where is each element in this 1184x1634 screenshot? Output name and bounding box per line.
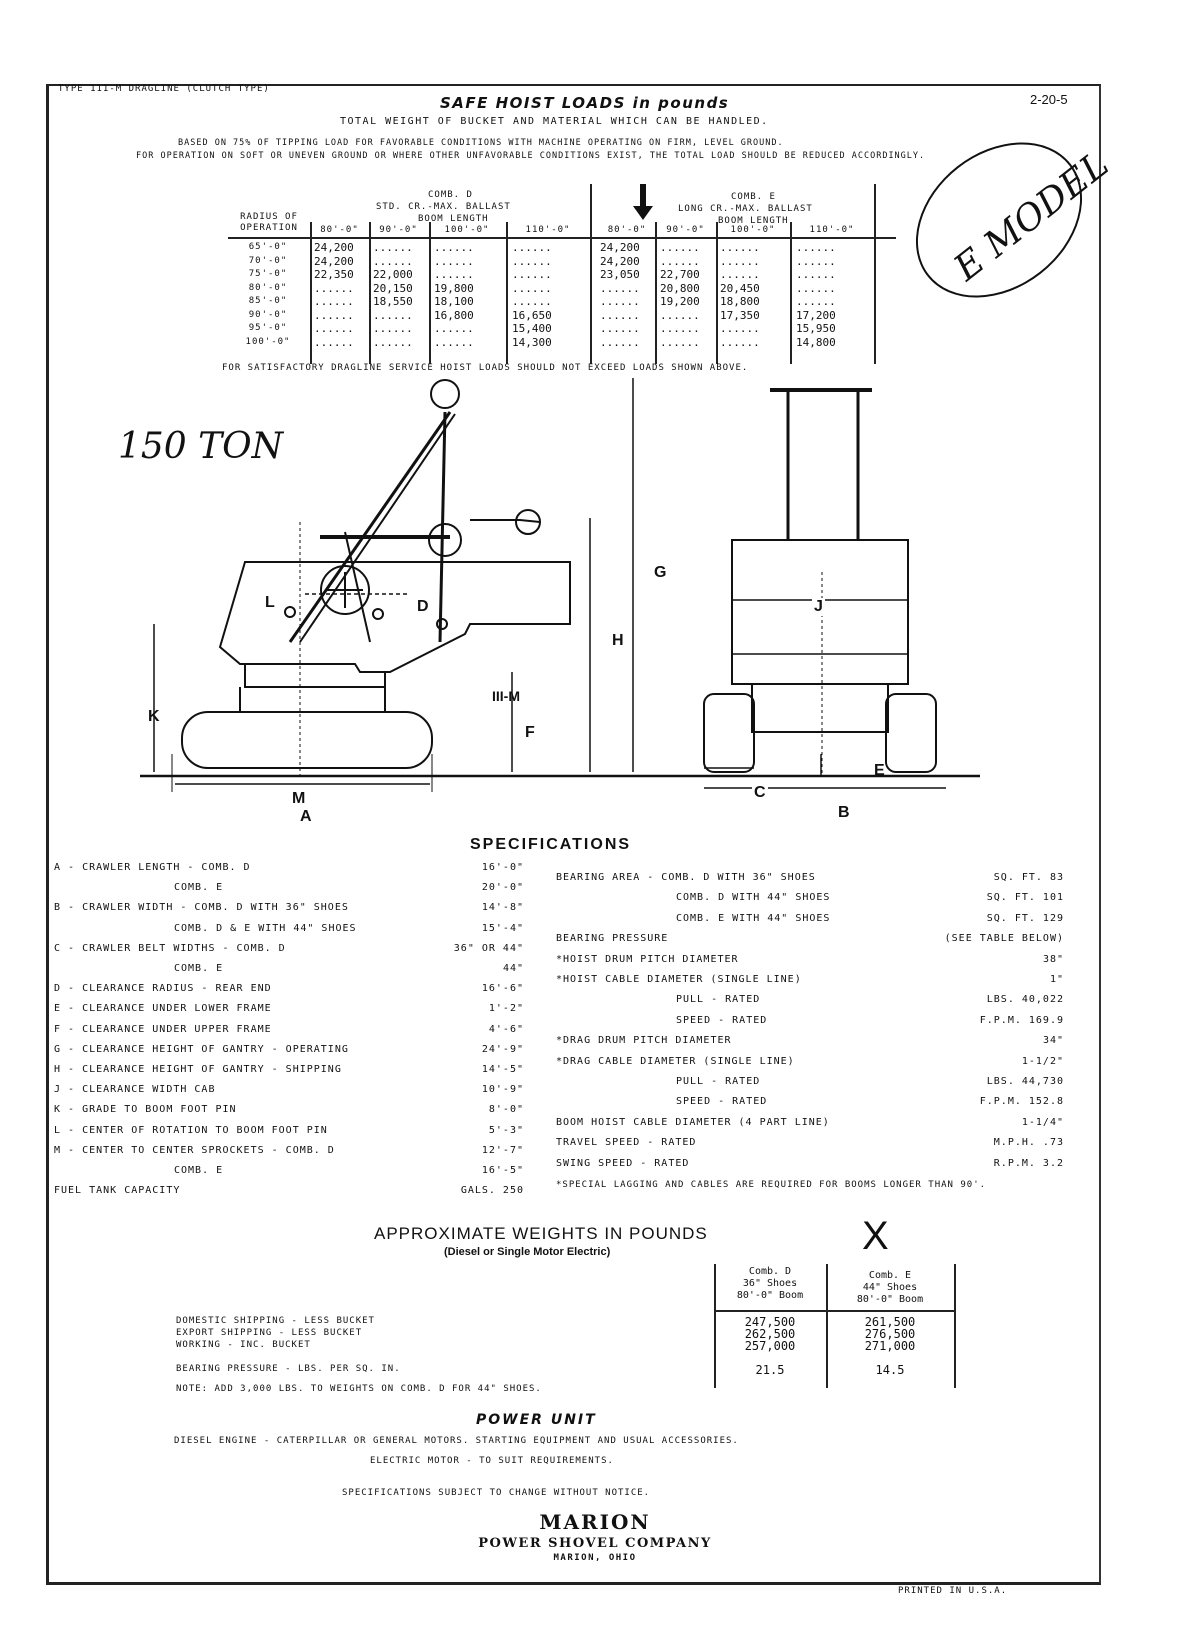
spec-value: 24'-9" bbox=[481, 1043, 524, 1055]
spec-value: 1" bbox=[1049, 974, 1064, 985]
dim-label-G: G bbox=[654, 564, 667, 581]
spec-value: M.P.H. .73 bbox=[993, 1137, 1064, 1149]
load-value-cell: ...... bbox=[600, 335, 640, 349]
comb-d-title: COMB. D bbox=[428, 190, 473, 200]
table-vline bbox=[874, 184, 876, 364]
col-e-line-3: 80'-0" Boom bbox=[856, 1294, 924, 1305]
load-value-cell: 20,150 bbox=[373, 281, 413, 295]
spec-label: COMB. E bbox=[174, 882, 224, 894]
spec-label: M - CENTER TO CENTER SPROCKETS - COMB. D bbox=[54, 1144, 335, 1156]
load-value-cell: 17,200 bbox=[796, 308, 836, 322]
spec-label: K - GRADE TO BOOM FOOT PIN bbox=[54, 1104, 237, 1116]
load-value-cell: ...... bbox=[314, 322, 354, 335]
spec-label: A - CRAWLER LENGTH - COMB. D bbox=[54, 862, 251, 873]
load-value-cell: 22,350 bbox=[314, 268, 354, 281]
table-header-rule bbox=[228, 237, 896, 239]
spec-value: 15'-4" bbox=[481, 922, 524, 934]
load-value-cell: 15,950 bbox=[796, 322, 836, 335]
load-value-cell: ...... bbox=[434, 322, 474, 335]
load-value-cell: 24,200 bbox=[600, 254, 640, 268]
spec-label: SPEED - RATED bbox=[676, 1096, 768, 1108]
dim-label-J: J bbox=[814, 598, 823, 615]
change-notice: SPECIFICATIONS SUBJECT TO CHANGE WITHOUT NOTICE. bbox=[342, 1488, 651, 1498]
page-title: SAFE HOIST LOADS in pounds bbox=[440, 94, 730, 112]
load-value-cell: 15,400 bbox=[512, 322, 552, 335]
load-value-cell: ...... bbox=[512, 295, 552, 308]
load-value-cell: ...... bbox=[796, 268, 836, 281]
col-d-line-3: 80'-0" Boom bbox=[736, 1290, 804, 1301]
load-value-cell: ...... bbox=[720, 322, 760, 335]
boom-length-e-1: 90'-0" bbox=[666, 225, 705, 235]
radius-cell: 95'-0" bbox=[248, 323, 288, 333]
comb-e-title: COMB. E bbox=[731, 192, 776, 202]
weight-value-d: 262,500 bbox=[744, 1327, 796, 1341]
spec-row bbox=[556, 990, 1064, 1010]
weight-value-d: 21.5 bbox=[755, 1363, 785, 1377]
spec-label: COMB. D & E WITH 44" SHOES bbox=[174, 922, 357, 934]
printed-in-usa: PRINTED IN U.S.A. bbox=[898, 1586, 1008, 1596]
spec-label: *HOIST DRUM PITCH DIAMETER bbox=[556, 953, 739, 965]
special-lagging-note: *SPECIAL LAGGING AND CABLES ARE REQUIRED FOR BOOMS LONGER THAN 90'. bbox=[556, 1180, 987, 1190]
spec-label: COMB. E WITH 44" SHOES bbox=[676, 912, 831, 924]
gantry-mast bbox=[440, 412, 445, 642]
operation-note: FOR OPERATION ON SOFT OR UNEVEN GROUND OR WHERE OTHER UNFAVORABLE CONDITIONS EXIST, THE TOTAL LOAD SHOULD BE REDUCED ACCORDINGLY. bbox=[136, 151, 926, 161]
weight-value-e: 276,500 bbox=[864, 1327, 916, 1341]
load-value-cell: ...... bbox=[314, 281, 354, 295]
load-value-cell: 16,650 bbox=[512, 308, 552, 322]
load-value-cell: ...... bbox=[600, 322, 640, 335]
spec-label: *HOIST CABLE DIAMETER (SINGLE LINE) bbox=[556, 974, 802, 985]
load-value-cell: ...... bbox=[796, 241, 836, 254]
crawler-side bbox=[182, 712, 432, 768]
spec-row bbox=[556, 1113, 1064, 1133]
spec-value: 44" bbox=[502, 963, 524, 974]
load-value-cell: ...... bbox=[720, 335, 760, 349]
power-unit-title: POWER UNIT bbox=[476, 1412, 597, 1428]
spec-value: GALS. 250 bbox=[460, 1185, 524, 1197]
spec-label: SPEED - RATED bbox=[676, 1014, 768, 1026]
diesel-engine-line: DIESEL ENGINE - CATERPILLAR OR GENERAL MOTORS. STARTING EQUIPMENT AND USUAL ACCESSORIES. bbox=[174, 1436, 739, 1446]
spec-row bbox=[556, 1092, 1064, 1112]
weight-row-label: EXPORT SHIPPING - LESS BUCKET bbox=[176, 1328, 363, 1338]
load-value-cell: 24,200 bbox=[314, 241, 354, 254]
dim-label-A: A bbox=[300, 808, 312, 825]
spec-row bbox=[54, 1060, 524, 1080]
load-value-cell: ...... bbox=[660, 322, 700, 335]
load-value-cell: ...... bbox=[600, 295, 640, 308]
spec-row bbox=[556, 868, 1064, 888]
company-city: MARION, OHIO bbox=[553, 1553, 637, 1563]
spec-value: 38" bbox=[1042, 953, 1064, 965]
spec-row bbox=[54, 939, 524, 959]
spec-label: *DRAG DRUM PITCH DIAMETER bbox=[556, 1035, 732, 1047]
load-value-cell: ...... bbox=[434, 254, 474, 268]
machine-type-label: TYPE 111-M DRAGLINE (CLUTCH TYPE) bbox=[58, 84, 270, 94]
weight-row-label: BEARING PRESSURE - LBS. PER SQ. IN. bbox=[176, 1364, 401, 1374]
table-vline bbox=[429, 222, 431, 364]
load-value-cell: ...... bbox=[720, 241, 760, 254]
spec-value: 16'-0" bbox=[481, 862, 524, 873]
load-value-cell: ...... bbox=[512, 268, 552, 281]
spec-value: 1-1/4" bbox=[1021, 1116, 1064, 1128]
selection-arrow-icon bbox=[633, 206, 653, 220]
spec-label: BEARING AREA - COMB. D WITH 36" SHOES bbox=[556, 872, 816, 883]
spec-label: E - CLEARANCE UNDER LOWER FRAME bbox=[54, 1003, 272, 1015]
dim-label-F: F bbox=[525, 724, 535, 741]
load-value-cell: 22,000 bbox=[373, 268, 413, 281]
end-crawler-left bbox=[704, 694, 754, 772]
load-value-cell: ...... bbox=[373, 335, 413, 349]
spec-value: SQ. FT. 129 bbox=[986, 912, 1064, 924]
boom-length-d-1: 90'-0" bbox=[379, 225, 418, 235]
spec-label: J - CLEARANCE WIDTH CAB bbox=[54, 1084, 216, 1096]
load-value-cell: ...... bbox=[314, 308, 354, 322]
hoist-load-table bbox=[228, 184, 896, 364]
spec-label: TRAVEL SPEED - RATED bbox=[556, 1137, 697, 1149]
load-value-cell: ...... bbox=[434, 335, 474, 349]
spec-row bbox=[54, 1181, 524, 1201]
load-value-cell: 18,550 bbox=[373, 295, 413, 308]
weights-col-e-header bbox=[828, 1270, 952, 1306]
load-value-cell: ...... bbox=[373, 308, 413, 322]
machine-diagram bbox=[120, 372, 980, 832]
load-value-cell: ...... bbox=[720, 254, 760, 268]
spec-row bbox=[556, 888, 1064, 908]
load-value-cell: 19,800 bbox=[434, 281, 474, 295]
spec-value: 16'-5" bbox=[481, 1165, 524, 1176]
spec-value: 20'-0" bbox=[481, 882, 524, 894]
radius-header: RADIUS OF OPERATION bbox=[240, 212, 298, 233]
spec-row bbox=[556, 1072, 1064, 1092]
radius-cell: 75'-0" bbox=[248, 269, 288, 279]
weight-value-e: 261,500 bbox=[864, 1315, 916, 1329]
col-e-line-2: 44" Shoes bbox=[862, 1282, 918, 1293]
spec-label: COMB. E bbox=[174, 1165, 224, 1176]
load-value-cell: ...... bbox=[512, 254, 552, 268]
radius-cell: 65'-0" bbox=[248, 242, 288, 252]
spec-label: *DRAG CABLE DIAMETER (SINGLE LINE) bbox=[556, 1055, 795, 1067]
spec-label: L - CENTER OF ROTATION TO BOOM FOOT PIN bbox=[54, 1124, 328, 1136]
table-header-rule bbox=[714, 1310, 954, 1312]
page-date: 2-20-5 bbox=[1030, 92, 1068, 107]
spec-value: 4'-6" bbox=[488, 1023, 524, 1035]
spec-label: H - CLEARANCE HEIGHT OF GANTRY - SHIPPING bbox=[54, 1064, 342, 1075]
comb-d-boom-label: BOOM LENGTH bbox=[418, 214, 489, 224]
load-value-cell: ...... bbox=[600, 281, 640, 295]
model-label: III-M bbox=[492, 688, 520, 704]
company-full-name: POWER SHOVEL COMPANY bbox=[478, 1536, 712, 1551]
spec-row bbox=[54, 1100, 524, 1120]
spec-label: FUEL TANK CAPACITY bbox=[54, 1185, 181, 1197]
spec-row bbox=[556, 970, 1064, 990]
load-value-cell: 22,700 bbox=[660, 268, 700, 281]
load-footer-note: FOR SATISFACTORY DRAGLINE SERVICE HOIST LOADS SHOULD NOT EXCEED LOADS SHOWN ABOVE. bbox=[222, 363, 749, 373]
weights-note: NOTE: ADD 3,000 LBS. TO WEIGHTS ON COMB. D FOR 44" SHOES. bbox=[176, 1384, 542, 1394]
turntable bbox=[245, 664, 385, 687]
load-value-cell: ...... bbox=[660, 241, 700, 254]
spec-row bbox=[54, 999, 524, 1019]
load-value-cell: 17,350 bbox=[720, 308, 760, 322]
weights-title: APPROXIMATE WEIGHTS IN POUNDS bbox=[374, 1224, 708, 1243]
load-value-cell: ...... bbox=[600, 308, 640, 322]
spec-row bbox=[54, 1141, 524, 1161]
spec-value: LBS. 40,022 bbox=[986, 994, 1064, 1006]
spec-label: G - CLEARANCE HEIGHT OF GANTRY - OPERATING bbox=[54, 1043, 349, 1055]
spec-row bbox=[54, 858, 524, 878]
radius-cell: 80'-0" bbox=[248, 282, 288, 293]
spec-value: 14'-8" bbox=[481, 902, 524, 914]
load-value-cell: ...... bbox=[373, 241, 413, 254]
spec-value: 5'-3" bbox=[488, 1124, 524, 1136]
upper-frame bbox=[220, 562, 570, 672]
load-value-cell: 24,200 bbox=[314, 254, 354, 268]
spec-value: F.P.M. 169.9 bbox=[979, 1014, 1064, 1026]
spec-label: COMB. D WITH 44" SHOES bbox=[676, 892, 831, 904]
radius-cell: 100'-0" bbox=[245, 336, 291, 347]
spec-label: PULL - RATED bbox=[676, 994, 761, 1006]
weight-row-label: WORKING - INC. BUCKET bbox=[176, 1340, 311, 1350]
spec-label: PULL - RATED bbox=[676, 1076, 761, 1087]
spec-row bbox=[556, 1031, 1064, 1051]
load-value-cell: 18,800 bbox=[720, 295, 760, 308]
load-value-cell: 23,050 bbox=[600, 268, 640, 281]
load-value-cell: ...... bbox=[512, 241, 552, 254]
spec-label: BOOM HOIST CABLE DIAMETER (4 PART LINE) bbox=[556, 1116, 830, 1128]
company-name: MARION bbox=[539, 1510, 651, 1534]
radius-cell: 90'-0" bbox=[248, 309, 288, 320]
basis-note: BASED ON 75% OF TIPPING LOAD FOR FAVORABLE CONDITIONS WITH MACHINE OPERATING ON FIRM, LEVEL GROUND. bbox=[178, 138, 784, 148]
load-value-cell: 14,300 bbox=[512, 335, 552, 349]
col-e-line-1: Comb. E bbox=[868, 1270, 912, 1281]
spec-value: 8'-0" bbox=[488, 1104, 524, 1116]
weights-col-d-header bbox=[716, 1266, 824, 1302]
spec-row bbox=[54, 959, 524, 979]
dim-label-L: L bbox=[265, 594, 275, 611]
spec-row bbox=[556, 1133, 1064, 1153]
radius-cell: 85'-0" bbox=[248, 296, 288, 306]
tonnage-note: 150 TON bbox=[118, 426, 284, 467]
boom-length-e-3: 110'-0" bbox=[809, 225, 855, 235]
spec-value: F.P.M. 152.8 bbox=[979, 1096, 1064, 1108]
weights-subtitle: (Diesel or Single Motor Electric) bbox=[444, 1246, 611, 1258]
fairlead bbox=[470, 520, 540, 522]
dim-label-K: K bbox=[148, 708, 160, 725]
spec-row bbox=[54, 919, 524, 939]
selection-arrow-shaft bbox=[640, 184, 646, 208]
weights-table bbox=[176, 1264, 956, 1394]
dim-label-C: C bbox=[754, 784, 766, 801]
load-value-cell: ...... bbox=[373, 254, 413, 268]
spec-label: B - CRAWLER WIDTH - COMB. D WITH 36" SHOES bbox=[54, 902, 349, 914]
page-subtitle: TOTAL WEIGHT OF BUCKET AND MATERIAL WHICH CAN BE HANDLED. bbox=[340, 116, 769, 127]
spec-row bbox=[54, 1040, 524, 1060]
spec-row bbox=[54, 878, 524, 898]
load-value-cell: ...... bbox=[796, 295, 836, 308]
model-stamp-text: E MODEL bbox=[946, 143, 1117, 290]
spec-label: D - CLEARANCE RADIUS - REAR END bbox=[54, 983, 272, 995]
load-value-cell: ...... bbox=[314, 335, 354, 349]
weight-value-e: 14.5 bbox=[875, 1363, 905, 1377]
load-value-cell: ...... bbox=[660, 308, 700, 322]
spec-label: F - CLEARANCE UNDER UPPER FRAME bbox=[54, 1023, 272, 1035]
spec-row bbox=[54, 1020, 524, 1040]
end-carbody bbox=[752, 684, 888, 732]
gantry-sheave bbox=[431, 380, 459, 408]
load-value-cell: ...... bbox=[660, 335, 700, 349]
col-d-line-1: Comb. D bbox=[748, 1266, 792, 1277]
boom-length-d-0: 80'-0" bbox=[320, 225, 359, 235]
load-value-cell: ...... bbox=[796, 254, 836, 268]
weight-value-d: 247,500 bbox=[744, 1315, 796, 1329]
spec-value: 1'-2" bbox=[488, 1003, 524, 1015]
dim-label-H: H bbox=[612, 632, 624, 649]
spec-row bbox=[556, 1011, 1064, 1031]
spec-row bbox=[556, 929, 1064, 949]
spec-value: 36" OR 44" bbox=[453, 942, 524, 954]
spec-value: 34" bbox=[1042, 1035, 1064, 1047]
boom-length-d-2: 100'-0" bbox=[444, 225, 490, 235]
load-value-cell: ...... bbox=[434, 241, 474, 254]
spec-label: COMB. E bbox=[174, 963, 224, 974]
end-crawler-right bbox=[886, 694, 936, 772]
spec-value: 12'-7" bbox=[481, 1144, 524, 1156]
spec-row bbox=[54, 1161, 524, 1181]
load-value-cell: ...... bbox=[660, 254, 700, 268]
load-value-cell: 16,800 bbox=[434, 308, 474, 322]
electric-motor-line: ELECTRIC MOTOR - TO SUIT REQUIREMENTS. bbox=[370, 1456, 614, 1466]
table-vline bbox=[506, 222, 508, 364]
spec-value: 16'-6" bbox=[481, 983, 524, 995]
load-value-cell: ...... bbox=[796, 281, 836, 295]
spec-value: R.P.M. 3.2 bbox=[993, 1157, 1064, 1169]
load-value-cell: ...... bbox=[373, 322, 413, 335]
spec-row bbox=[54, 979, 524, 999]
load-value-cell: ...... bbox=[434, 268, 474, 281]
load-value-cell: 18,100 bbox=[434, 295, 474, 308]
dim-label-E: E bbox=[874, 762, 885, 779]
radius-cell: 70'-0" bbox=[248, 255, 288, 266]
spec-value: 14'-5" bbox=[481, 1064, 524, 1075]
spec-value: SQ. FT. 101 bbox=[986, 892, 1064, 904]
weight-row-label: DOMESTIC SHIPPING - LESS BUCKET bbox=[176, 1316, 375, 1326]
boom-length-d-3: 110'-0" bbox=[525, 225, 571, 235]
load-value-cell: 19,200 bbox=[660, 295, 700, 308]
spec-label: SWING SPEED - RATED bbox=[556, 1157, 690, 1169]
spec-row bbox=[556, 1052, 1064, 1072]
load-value-cell: 20,450 bbox=[720, 281, 760, 295]
col-d-line-2: 36" Shoes bbox=[742, 1278, 798, 1289]
table-vline bbox=[954, 1264, 956, 1388]
weight-value-e: 271,000 bbox=[864, 1339, 916, 1353]
comb-d-subtitle: STD. CR.-MAX. BALLAST bbox=[376, 202, 511, 212]
hoist-sheave bbox=[429, 524, 461, 556]
spec-value: 10'-9" bbox=[481, 1084, 524, 1096]
specs-title: SPECIFICATIONS bbox=[470, 836, 632, 853]
spec-label: C - CRAWLER BELT WIDTHS - COMB. D bbox=[54, 942, 286, 954]
load-value-cell: ...... bbox=[314, 295, 354, 308]
spec-row bbox=[54, 1080, 524, 1100]
spec-row bbox=[556, 950, 1064, 970]
comb-e-subtitle: LONG CR.-MAX. BALLAST bbox=[678, 204, 813, 214]
load-value-cell: 14,800 bbox=[796, 335, 836, 349]
boom-length-e-2: 100'-0" bbox=[730, 225, 776, 235]
boom-length-e-0: 80'-0" bbox=[607, 225, 647, 235]
spec-row bbox=[556, 909, 1064, 929]
weight-value-d: 257,000 bbox=[744, 1339, 796, 1353]
comb-e-boom-label: BOOM LENGTH bbox=[718, 216, 789, 226]
spec-value: (SEE TABLE BELOW) bbox=[944, 933, 1064, 945]
spec-label: BEARING PRESSURE bbox=[556, 933, 669, 945]
load-value-cell: ...... bbox=[512, 281, 552, 295]
spec-value: SQ. FT. 83 bbox=[993, 872, 1064, 883]
spec-value: LBS. 44,730 bbox=[986, 1076, 1064, 1087]
dim-label-D: D bbox=[417, 598, 429, 615]
spec-row bbox=[54, 898, 524, 918]
load-value-cell: 24,200 bbox=[600, 241, 640, 254]
handwritten-x-mark: X bbox=[862, 1214, 889, 1258]
dim-label-B: B bbox=[838, 804, 850, 821]
dim-label-M: M bbox=[292, 790, 306, 807]
load-value-cell: ...... bbox=[720, 268, 760, 281]
table-vline bbox=[790, 222, 792, 364]
spec-value: 1-1/2" bbox=[1021, 1055, 1064, 1067]
table-vline bbox=[590, 184, 592, 364]
load-value-cell: 20,800 bbox=[660, 281, 700, 295]
spec-row bbox=[54, 1121, 524, 1141]
spec-row bbox=[556, 1154, 1064, 1174]
